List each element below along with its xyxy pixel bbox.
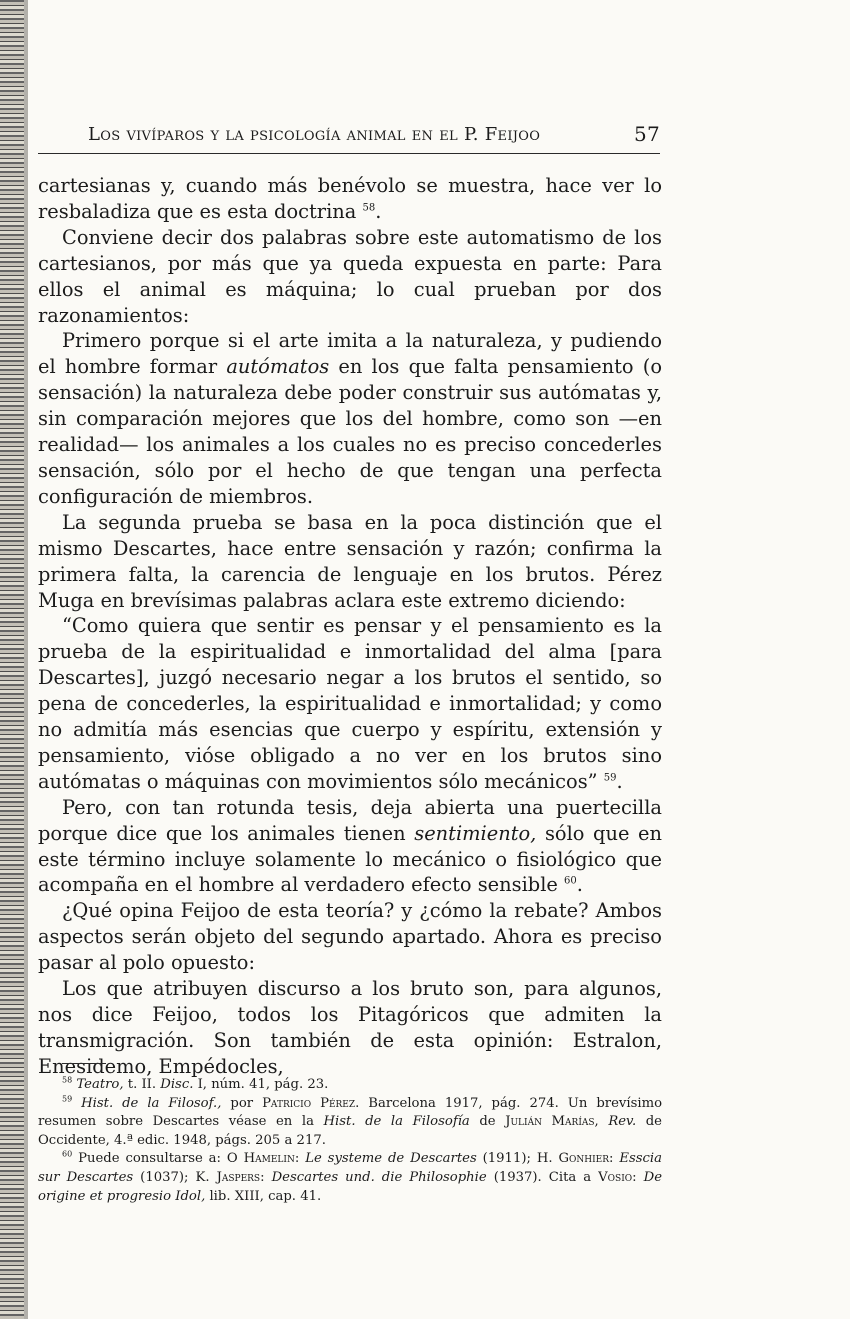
footnote-italic: Disc. — [160, 1077, 194, 1092]
footnote-italic: Descartes und. die Philosophie — [271, 1169, 487, 1185]
footnote-author: Julián Marías — [505, 1114, 595, 1130]
footnote-text: : — [260, 1169, 272, 1185]
paragraph-text: Pero, con tan rotunda tesis, deja abierta una puertecilla porque dice que los animales tienen — [38, 795, 662, 845]
footnote-text: de — [469, 1114, 506, 1130]
footnote-italic: Le systeme de Descartes — [305, 1151, 477, 1167]
paragraph-8 — [38, 976, 662, 1080]
paragraph-4 — [38, 510, 662, 614]
paragraph-6 — [38, 795, 662, 899]
footnote-text: I, núm. 41, pág. 23. — [193, 1077, 329, 1092]
footnote-author: Gonhier — [558, 1151, 609, 1167]
footnote-58 — [38, 1076, 662, 1095]
paragraph-text: “Como quiera que sentir es pensar y el pensamiento es la prueba de la espiritualidad e inmortalidad del alma [para Descartes], juzgó necesario negar a los brutos el sentido, so pena de concederles, la espiritualidad e inmortalidad; y como no admitía más esencias que cuerpo y espíritu, extensión y pensamiento, vióse obligado a no ver en los brutos sino autómatas o máquinas con movimientos sólo mecánicos” — [38, 614, 662, 793]
paragraph-text: . — [375, 199, 382, 223]
footnote-author: Hamelin — [243, 1151, 295, 1167]
paragraph-text: cartesianas y, cuando más benévolo se muestra, hace ver lo resbaladiza que es esta doctrina — [38, 174, 662, 223]
header-rule — [38, 153, 660, 154]
paragraph-text: Los que atribuyen discurso a los bruto son, para algunos, nos dice Feijoo, todos los Pitagóricos que admiten la transmigración. Son también de esta opinión: Estralon, Enesidemo, Empédocles, — [38, 977, 662, 1078]
paragraph-2 — [38, 225, 662, 329]
footnote-text: : — [609, 1151, 620, 1167]
footnote-text: : — [294, 1151, 306, 1167]
footnote-number: 60 — [62, 1149, 73, 1159]
footnote-rule — [62, 1063, 106, 1064]
footnote-italic: Teatro, — [76, 1077, 124, 1092]
paragraph-text: Conviene decir dos palabras sobre este automatismo de los cartesianos, por más que ya queda expuesta en parte: Para ellos el animal es máquina; lo cual prueban por dos razonamientos: — [38, 225, 662, 327]
binding-shadow — [24, 0, 28, 1319]
footnote-ref-58: 58 — [362, 202, 376, 214]
paragraph-3 — [38, 328, 662, 509]
footnote-italic: Hist. de la Filosofía — [323, 1114, 470, 1130]
footnote-author: Patricio Pérez — [262, 1095, 356, 1111]
footnote-text: : — [632, 1169, 644, 1185]
paragraph-text: Primero porque si el arte imita a la naturaleza, y pudiendo el hombre formar — [38, 329, 662, 379]
paragraph-5-quote — [38, 613, 662, 794]
paragraph-text: ¿Qué opina Feijoo de esta teoría? y ¿cómo la rebate? Ambos aspectos serán objeto del segundo apartado. Ahora es preciso pasar al polo opuesto: — [38, 899, 662, 975]
italic-term: autómatos — [226, 355, 330, 379]
footnote-text: de Occidente, 4.ª edic. 1948, págs. 205 a 217. — [38, 1114, 662, 1148]
footnote-text: t. II. — [123, 1077, 161, 1092]
footnote-text: Puede consultarse a: O — [78, 1151, 244, 1167]
paragraph-1 — [38, 173, 662, 225]
footnote-59 — [38, 1095, 662, 1151]
footnote-italic: Esscia sur Descartes — [38, 1151, 662, 1185]
running-title: Los vivíparos y la psicología animal en el P. Feijoo — [88, 124, 541, 145]
paragraph-text: . — [616, 769, 623, 793]
footnote-author: Vosio — [598, 1169, 633, 1185]
footnote-text: , — [594, 1114, 609, 1130]
footnote-number: 58 — [62, 1075, 73, 1085]
paragraph-7 — [38, 898, 662, 976]
page-number: 57 — [633, 122, 660, 146]
paragraph-text: sólo que en este término incluye solamente lo mecánico o fisiológico que acompaña en el hombre al verdadero efecto sensible — [38, 821, 662, 897]
paragraph-text: . — [576, 873, 583, 897]
italic-term: sentimiento, — [414, 821, 537, 845]
footnote-author: Jaspers — [216, 1169, 261, 1185]
paragraph-text: La segunda prueba se basa en la poca distinción que el mismo Descartes, hace entre sensación y razón; confirma la primera falta, la carencia de lenguaje en los brutos. Pérez Muga en brevísimas palabras aclara este extremo diciendo: — [38, 510, 662, 612]
footnote-text: (1037); K. — [133, 1169, 217, 1185]
body-text — [38, 173, 662, 1080]
footnote-italic: Hist. de la Filosof., — [81, 1095, 222, 1111]
footnote-60 — [38, 1150, 662, 1206]
footnote-ref-59: 59 — [603, 772, 617, 784]
paragraph-text: en los que falta pensamiento (o sensación) la naturaleza debe poder construir sus autómatas y, sin comparación mejores que los del hombre, como son —en realidad— los animales a los cuales no es preciso concederles sensación, sólo por el hecho de que tengan una perfecta configuración de miembros. — [38, 355, 662, 508]
footnote-text: por — [221, 1095, 263, 1111]
footnote-text: . Barcelona 1917, pág. 274. Un brevísimo resumen sobre Descartes véase en la — [38, 1095, 663, 1130]
footnote-number: 59 — [62, 1094, 73, 1104]
book-binding-edge — [0, 0, 24, 1319]
footnotes — [38, 1076, 662, 1206]
footnote-text: (1911); H. — [476, 1151, 559, 1167]
page-header — [88, 120, 660, 150]
footnote-text: (1937). Cita a — [486, 1169, 599, 1185]
footnote-text: lib. XIII, cap. 41. — [205, 1188, 322, 1204]
footnote-ref-60: 60 — [564, 876, 577, 887]
footnote-italic: Rev. — [608, 1114, 637, 1130]
footnote-italic: De origine et progresio Idol, — [38, 1169, 663, 1204]
